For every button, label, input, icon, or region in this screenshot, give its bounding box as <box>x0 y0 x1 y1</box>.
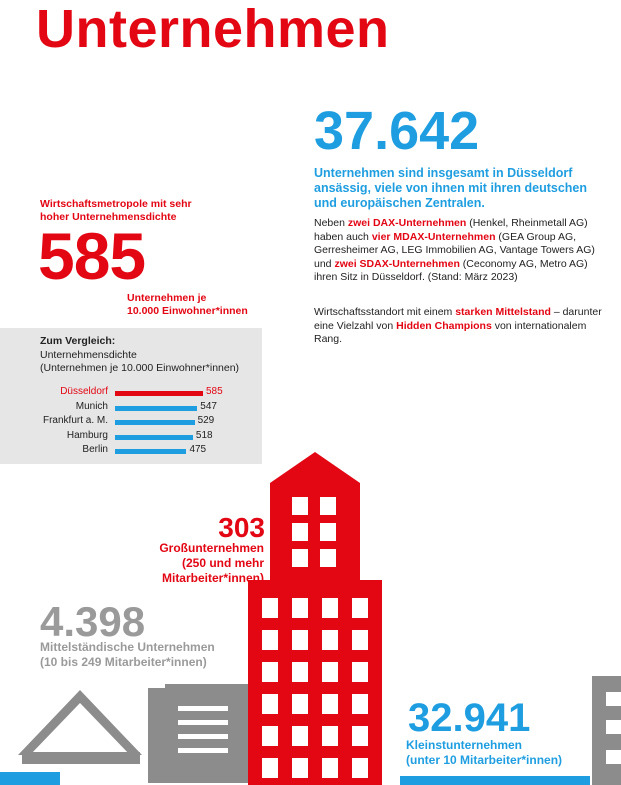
bar-value-0: 585 <box>206 386 223 397</box>
ground-strip-right <box>400 776 590 785</box>
medium-companies-label: Mittelständische Unternehmen (10 bis 249 Mitarbeiter*innen) <box>40 640 215 669</box>
bar-value-3: 518 <box>195 429 213 441</box>
large-companies-count: 303 <box>218 512 265 543</box>
bar-label-2: Frankfurt a. M. <box>42 415 108 426</box>
ground-strip-left <box>0 772 60 785</box>
density-heading: Wirtschaftsmetropole mit sehr hoher Unternehmensdichte <box>40 198 192 223</box>
bar-label-4: Berlin <box>82 444 108 455</box>
bar-value-4: 475 <box>189 444 207 455</box>
bar-value-2: 529 <box>197 415 215 426</box>
skyscraper-icon <box>248 452 382 785</box>
small-companies-label: Kleinstunternehmen (unter 10 Mitarbeiter*innen) <box>406 738 563 767</box>
medium-companies-count: 4.398 <box>40 598 146 645</box>
small-companies-count: 32.941 <box>408 696 531 740</box>
bar-label-3: Hamburg <box>66 429 108 441</box>
comparison-title: Zum Vergleich: <box>40 335 116 347</box>
mittelstand-paragraph: Wirtschaftsstandort mit einem starken Mittelstand – darunter eine Vielzahl von Hidden Champions von internationalem Rang. <box>314 306 602 345</box>
large-companies-label: Großunternehmen (250 und mehr Mitarbeiter*innen) <box>159 541 264 585</box>
comparison-subtitle: Unternehmensdichte (Unternehmen je 10.000 Einwohner*innen) <box>40 349 240 374</box>
total-count: 37.642 <box>314 101 480 161</box>
bar-label-1: Munich <box>75 400 108 412</box>
density-subtitle: Unternehmen je 10.000 Einwohner*innen <box>127 292 248 317</box>
density-value: 585 <box>38 219 146 293</box>
bar-label-0: Düsseldorf <box>60 386 108 397</box>
page-title: Unternehmen <box>36 0 390 59</box>
bar-value-1: 547 <box>200 400 217 412</box>
total-subtitle: Unternehmen sind insgesamt in Düsseldorf ansässig, viele von ihnen mit ihren deutschen und europäischen Zentralen. <box>314 166 587 210</box>
dax-paragraph: Neben zwei DAX-Unternehmen (Henkel, Rheinmetall AG) haben auch vier MDAX-Unternehmen (GEA Group AG, Gerresheimer AG, LEG Immobilien AG, Vantage Towers AG) und zwei SDAX-Unternehmen (Ceconomy AG, Metro AG) ihren Sitz in Düsseldorf. (Stand: März 2023) <box>314 217 595 283</box>
